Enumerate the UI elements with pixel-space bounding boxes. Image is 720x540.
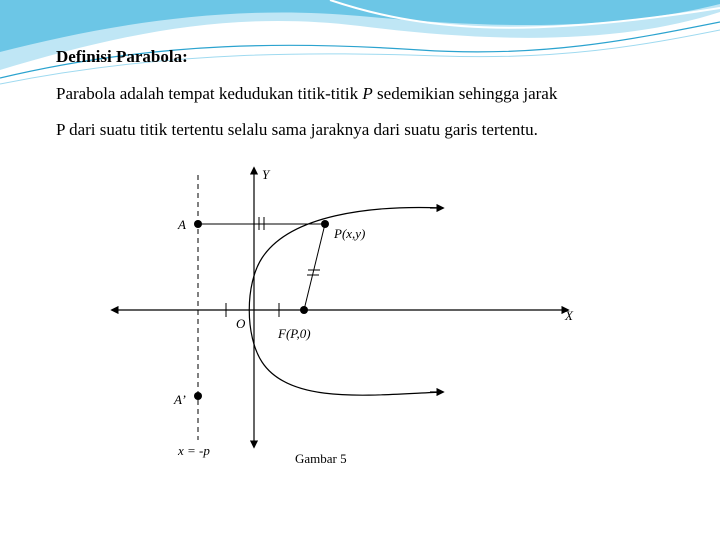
y-axis-label: Y [262,167,270,182]
diagram-background-panel [435,208,571,418]
point-p-label: P(x,y) [334,226,366,241]
slide-title: Definisi Parabola: [56,47,188,66]
definition-line-2: P dari suatu titik tertentu selalu sama jaraknya dari suatu garis tertentu. [56,120,538,139]
point-a [194,220,202,228]
point-focus [300,306,308,314]
focus-label: F(P,0) [278,326,311,341]
definition-line-1-end: sedemikian sehingga jarak [372,84,558,103]
x-axis-label: X [565,308,573,323]
point-a-prime [194,392,202,400]
directrix-label: x = -p [178,443,210,458]
segment-p-to-focus [304,224,325,310]
figure-caption: Gambar 5 [295,451,347,466]
definition-line-1-start: Parabola adalah tempat kedudukan titik-titik [56,84,363,103]
point-a-prime-label: A’ [174,392,186,407]
origin-label: O [236,316,246,331]
definition-variable-p: P [362,84,373,103]
point-a-label: A [178,217,186,232]
point-p [321,220,329,228]
